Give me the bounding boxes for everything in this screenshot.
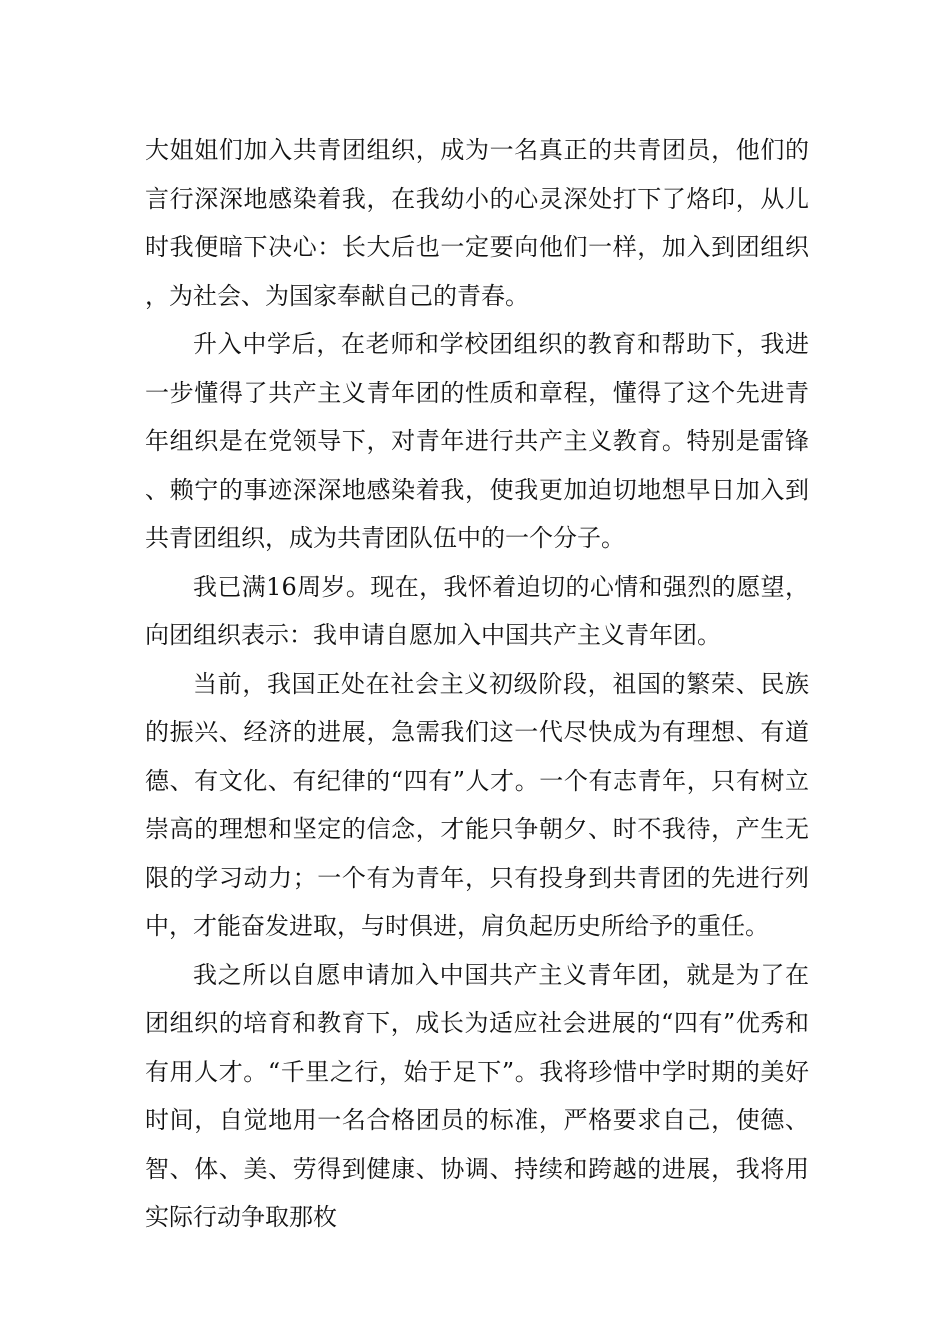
paragraph-4: 当前，我国正处在社会主义初级阶段，祖国的繁荣、民族的振兴、经济的进展，急需我们这一代尽快成为有理想、有道德、有文化、有纪律的“四有”人才。一个有志青年，只有树立崇高的理想和坚定的信念，才能只争朝夕、时不我待，产生无限的学习动力；一个有为青年，只有投身到共青团的先进行列中，才能奋发进取，与时俱进，肩负起历史所给予的重任。: [145, 669, 809, 940]
paragraph-5: 我之所以自愿申请加入中国共产主义青年团，就是为了在团组织的培育和教育下，成长为适应社会进展的“四有”优秀和有用人才。“千里之行，始于足下”。我将珍惜中学时期的美好时间，自觉地用一名合格团员的标准，严格要求自己，使德、智、体、美、劳得到健康、协调、持续和跨越的进展，我将用实际行动争取那枚: [145, 960, 809, 1231]
paragraph-2: 升入中学后，在老师和学校团组织的教育和帮助下，我进一步懂得了共产主义青年团的性质和章程，懂得了这个先进青年组织是在党领导下，对青年进行共产主义教育。特别是雷锋、赖宁的事迹深深地感染着我，使我更加迫切地想早日加入到共青团组织，成为共青团队伍中的一个分子。: [145, 330, 809, 552]
paragraph-1: 大姐姐们加入共青团组织，成为一名真正的共青团员，他们的言行深深地感染着我，在我幼小的心灵深处打下了烙印，从儿时我便暗下决心：长大后也一定要向他们一样，加入到团组织，为社会、为国家奉献自己的青春。: [145, 136, 809, 310]
document-body: [145, 126, 809, 1242]
paragraph-3: 我已满16周岁。现在，我怀着迫切的心情和强烈的愿望，向团组织表示：我申请自愿加入中国共产主义青年团。: [145, 572, 809, 649]
